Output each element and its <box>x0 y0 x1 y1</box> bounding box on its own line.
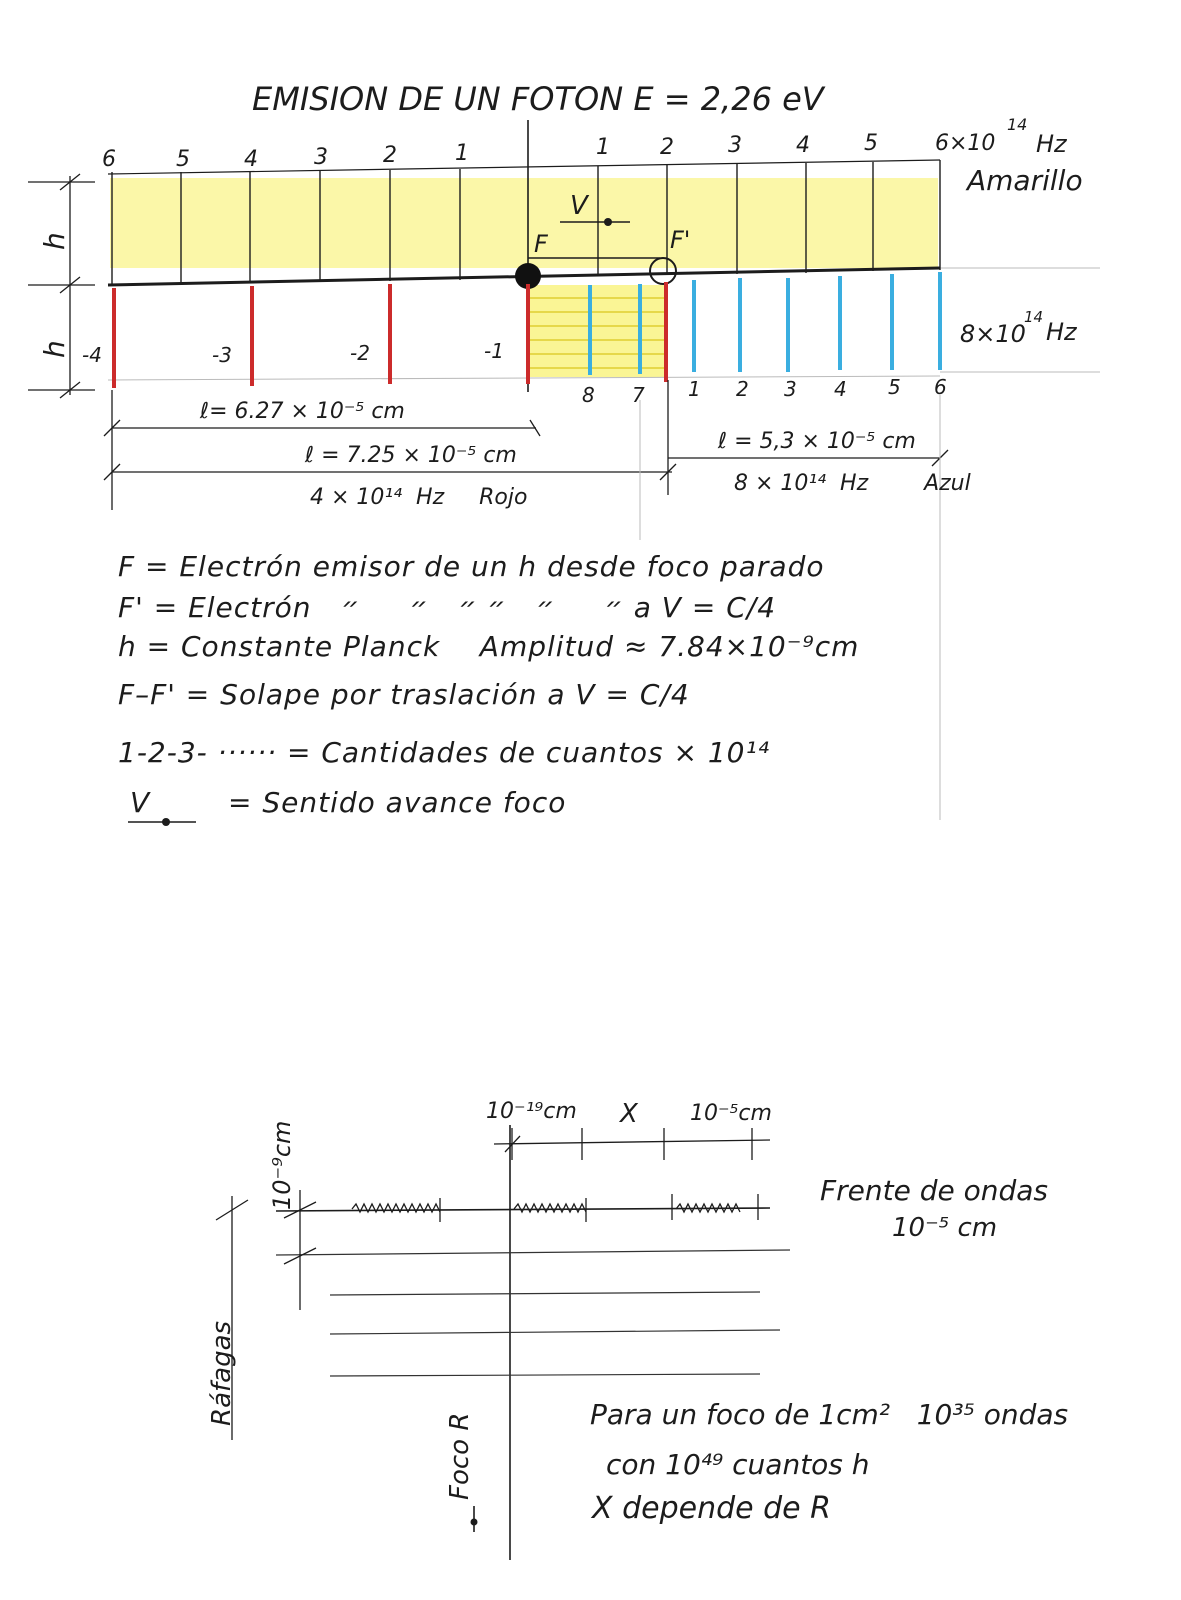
top-scale-numbers <box>102 131 878 172</box>
legend-line-5: 1-2-3- ······ = Cantidades de cuantos × 10¹⁴ <box>118 736 770 769</box>
legend-v-symbol: V <box>130 786 151 819</box>
note-line-3: X depende de R <box>592 1491 832 1526</box>
blue-scale-numbers <box>582 375 947 407</box>
top-left-num-5: 5 <box>176 147 190 172</box>
top-right-num-4: 4 <box>796 133 810 158</box>
top-right-num-3: 3 <box>728 133 742 158</box>
blue-freq-bottom-label: 8 × 10¹⁴ Hz Azul <box>734 471 971 496</box>
wave-top-right-label: 10⁻⁵cm <box>690 1101 772 1126</box>
top-freq-exponent: 14 <box>1007 115 1028 134</box>
blue-num-r3: 3 <box>784 377 797 401</box>
amarillo-label: Amarillo <box>967 164 1083 197</box>
legend-v-dot <box>162 818 170 826</box>
blue-freq-exponent: 14 <box>1024 308 1044 326</box>
top-freq-label: 6×10 <box>935 131 996 156</box>
rafagas-label: Ráfagas <box>207 1320 237 1426</box>
yellow-band <box>110 178 938 268</box>
top-freq-unit: Hz <box>1036 130 1067 158</box>
wave-top-left-label: 10⁻¹⁹cm <box>486 1099 577 1124</box>
legend-line-4: F–F' = Solape por traslación a V = C/4 <box>118 678 690 711</box>
bottom-band-line <box>108 376 940 380</box>
red-num-2: -2 <box>350 341 370 365</box>
red-num-4: -4 <box>82 343 102 367</box>
wave-top-dimension <box>494 1128 770 1160</box>
h-lower-label: h <box>38 340 71 358</box>
red-scale-numbers <box>82 339 504 367</box>
legend-line-2: F' = Electrón ״ ״ ״ ״ ״ ״ a V = C/4 <box>118 591 777 624</box>
top-left-num-4: 4 <box>244 147 258 172</box>
blue-num-7: 7 <box>632 383 645 407</box>
note-line-1: Para un foco de 1cm² 10³⁵ ondas <box>590 1398 1069 1431</box>
blue-num-r1: 1 <box>688 377 701 401</box>
front-label: Frente de ondas <box>820 1174 1048 1207</box>
legend-line-6: = Sentido avance foco <box>228 786 567 819</box>
blue-num-r4: 4 <box>834 377 847 401</box>
top-right-num-1: 1 <box>596 135 610 160</box>
legend <box>118 550 859 826</box>
top-left-num-2: 2 <box>383 143 397 168</box>
burst-lines <box>276 1250 790 1376</box>
top-right-num-2: 2 <box>660 135 674 160</box>
blue-num-r6: 6 <box>934 375 947 399</box>
red-num-1: -1 <box>484 339 504 363</box>
velocity-label: V <box>570 191 588 221</box>
blue-num-8: 8 <box>582 383 595 407</box>
wave-top-x-label: X <box>620 1099 638 1129</box>
focus-prime-label: F' <box>670 226 691 254</box>
red-freq-label: 4 × 10¹⁴ Hz Rojo <box>310 485 528 510</box>
h-upper-label: h <box>38 232 71 250</box>
focus-label: F <box>534 230 548 258</box>
blue-freq-label: 8×10 <box>960 320 1026 348</box>
top-right-num-5: 5 <box>864 131 878 156</box>
front-size-label: 10⁻⁵ cm <box>892 1213 998 1243</box>
wave-packet-2 <box>514 1204 586 1212</box>
l-red-label: ℓ = 7.25 × 10⁻⁵ cm <box>305 443 517 468</box>
top-left-num-6: 6 <box>102 147 116 172</box>
foco-r-label: Foco R <box>445 1412 475 1500</box>
l-blue-label: ℓ = 5,3 × 10⁻⁵ cm <box>718 429 916 454</box>
vertical-amplitude-label: 10⁻⁹cm <box>268 1120 296 1210</box>
l-short-label: ℓ= 6.27 × 10⁻⁵ cm <box>200 399 405 424</box>
diagram-title: EMISION DE UN FOTON E = 2,26 eV <box>252 80 824 118</box>
top-left-num-1: 1 <box>455 141 469 166</box>
legend-line-3: h = Constante Planck Amplitud ≈ 7.84×10⁻⁹cm <box>118 630 860 663</box>
legend-line-1: F = Electrón emisor de un h desde foco parado <box>118 550 825 583</box>
top-band-line <box>108 160 940 174</box>
blue-freq-unit: Hz <box>1046 318 1077 346</box>
note-line-2: con 10⁴⁹ cuantos h <box>606 1448 870 1481</box>
top-left-num-3: 3 <box>314 145 328 170</box>
velocity-arrow-dot <box>604 218 612 226</box>
blue-num-r5: 5 <box>888 375 901 399</box>
red-num-3: -3 <box>212 343 232 367</box>
blue-num-r2: 2 <box>736 377 749 401</box>
foco-arrow-dot <box>471 1519 478 1526</box>
